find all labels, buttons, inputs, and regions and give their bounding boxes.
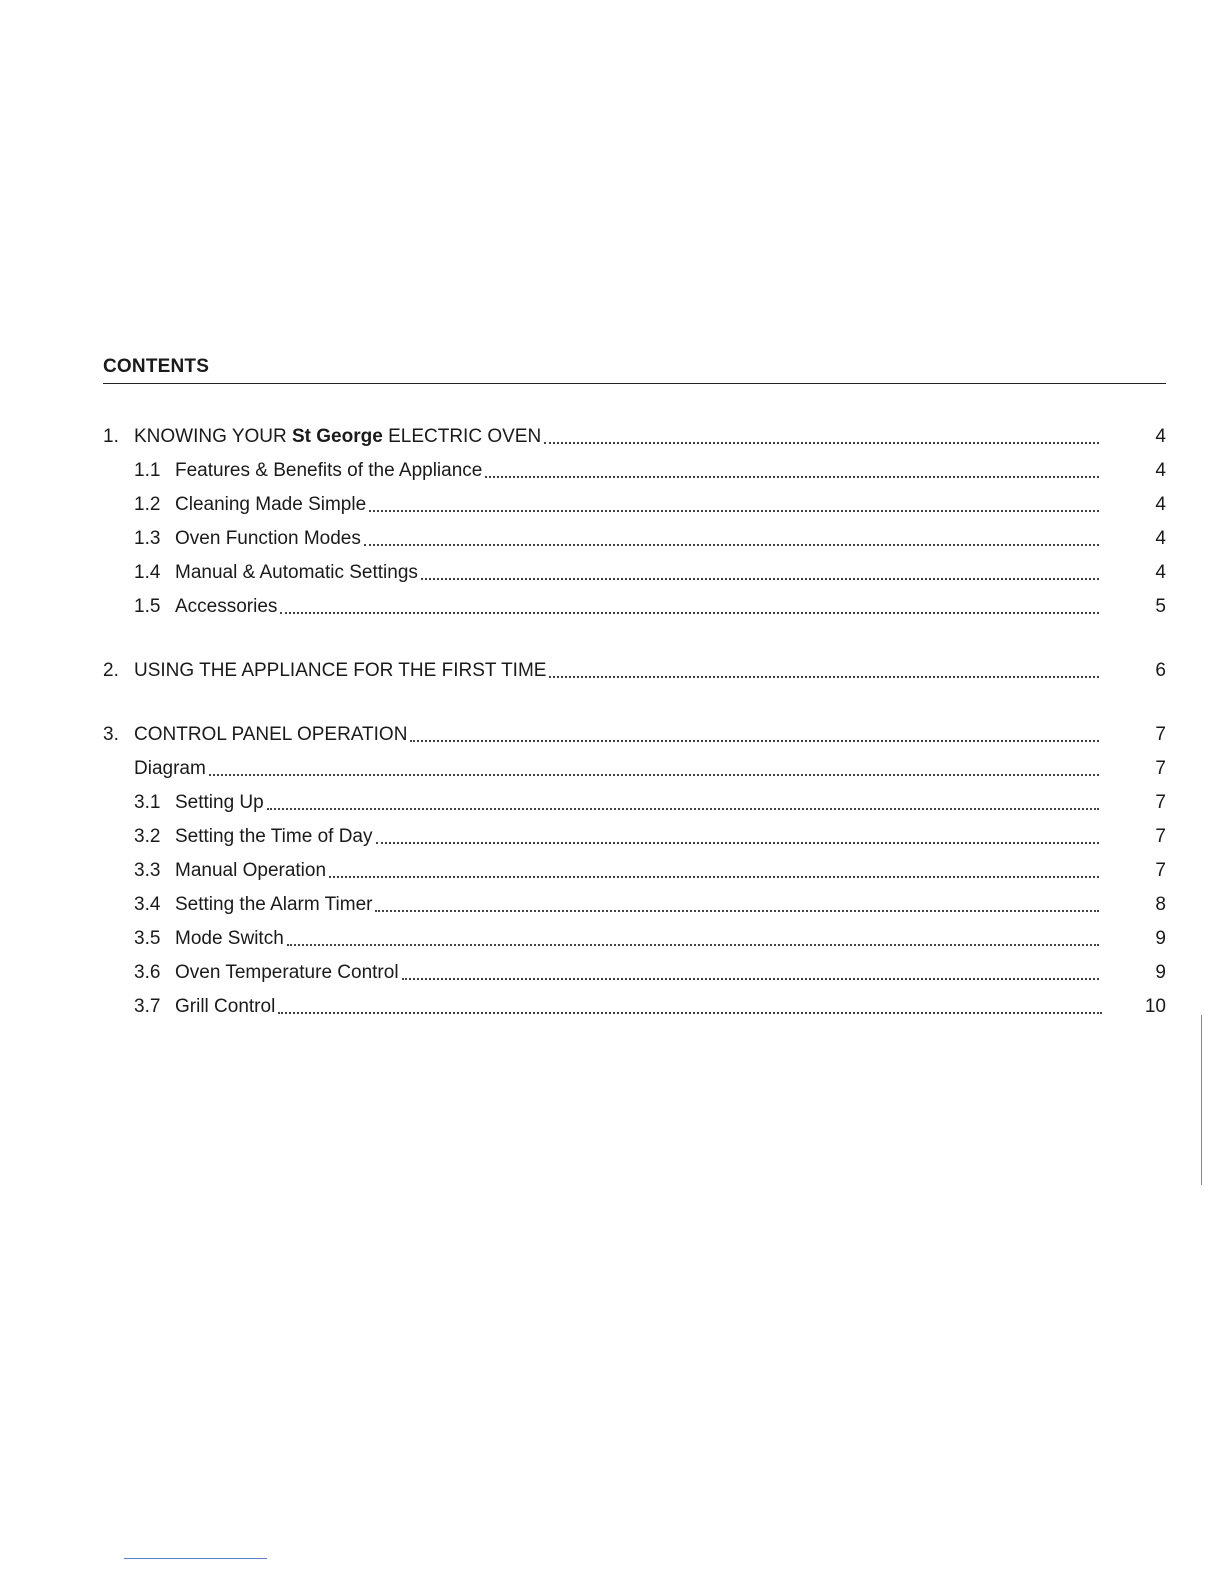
page-number: 4 bbox=[1155, 494, 1166, 515]
toc-entry-3-5[interactable] bbox=[103, 926, 1166, 952]
page-number: 5 bbox=[1155, 596, 1166, 617]
dot-leader bbox=[376, 830, 1100, 844]
entry-number: 1.3 bbox=[134, 528, 161, 549]
entry-title: Manual Operation bbox=[175, 860, 327, 881]
dot-leader bbox=[267, 796, 1099, 810]
page-number: 4 bbox=[1155, 426, 1166, 447]
toc-entry-1-5[interactable] bbox=[103, 594, 1166, 620]
toc-entry-3-6[interactable] bbox=[103, 960, 1166, 986]
page-number: 7 bbox=[1155, 860, 1166, 881]
toc-entry-3-3[interactable] bbox=[103, 858, 1166, 884]
page-number: 6 bbox=[1155, 660, 1166, 681]
entry-title: Mode Switch bbox=[175, 928, 284, 949]
dot-leader bbox=[287, 932, 1099, 946]
page-number: 7 bbox=[1155, 724, 1166, 745]
page-number: 9 bbox=[1155, 962, 1166, 983]
page-number: 7 bbox=[1155, 758, 1166, 779]
entry-number: 1.4 bbox=[134, 562, 161, 583]
entry-number: 3.7 bbox=[134, 996, 161, 1017]
toc-entry-1-3[interactable] bbox=[103, 526, 1166, 552]
entry-title: Setting the Alarm Timer bbox=[175, 894, 373, 915]
entry-title: USING THE APPLIANCE FOR THE FIRST TIME bbox=[134, 660, 547, 681]
entry-title: KNOWING YOUR St George ELECTRIC OVEN bbox=[134, 426, 542, 447]
entry-title: Setting the Time of Day bbox=[175, 826, 373, 847]
toc-entry-3-2[interactable] bbox=[103, 824, 1166, 850]
entry-title: Features & Benefits of the Appliance bbox=[175, 460, 483, 481]
toc-entry-3-7[interactable] bbox=[103, 994, 1166, 1020]
page-number: 7 bbox=[1155, 826, 1166, 847]
entry-title: CONTROL PANEL OPERATION bbox=[134, 724, 408, 745]
heading-rule bbox=[103, 383, 1166, 384]
toc-entry-1-1[interactable] bbox=[103, 458, 1166, 484]
entry-title: Cleaning Made Simple bbox=[175, 494, 367, 515]
dot-leader bbox=[544, 430, 1099, 444]
dot-leader bbox=[329, 864, 1099, 878]
footer-rule bbox=[124, 1558, 267, 1559]
entry-number: 3. bbox=[103, 724, 119, 745]
entry-number: 1.2 bbox=[134, 494, 161, 515]
entry-number: 3.5 bbox=[134, 928, 161, 949]
entry-title: Diagram bbox=[134, 758, 206, 779]
toc-entry-diagram[interactable] bbox=[103, 756, 1166, 782]
page-number: 10 bbox=[1144, 996, 1166, 1017]
entry-title: Setting Up bbox=[175, 792, 264, 813]
toc-entry-2[interactable] bbox=[103, 658, 1166, 684]
dot-leader bbox=[485, 464, 1099, 478]
entry-number: 1.5 bbox=[134, 596, 161, 617]
page-number: 4 bbox=[1155, 562, 1166, 583]
entry-number: 2. bbox=[103, 660, 119, 681]
page-number: 4 bbox=[1155, 528, 1166, 549]
dot-leader bbox=[549, 664, 1099, 678]
brand-name: St George bbox=[292, 426, 383, 447]
dot-leader bbox=[278, 1000, 1102, 1014]
toc-entry-1-4[interactable] bbox=[103, 560, 1166, 586]
toc-entry-1[interactable] bbox=[103, 424, 1166, 450]
entry-number: 1.1 bbox=[134, 460, 161, 481]
entry-number: 3.3 bbox=[134, 860, 161, 881]
dot-leader bbox=[402, 966, 1099, 980]
entry-number: 3.6 bbox=[134, 962, 161, 983]
page-number: 8 bbox=[1155, 894, 1166, 915]
dot-leader bbox=[364, 532, 1099, 546]
scan-margin-mark bbox=[1201, 1015, 1202, 1185]
dot-leader bbox=[369, 498, 1099, 512]
toc-entry-3-4[interactable] bbox=[103, 892, 1166, 918]
entry-title: Oven Temperature Control bbox=[175, 962, 399, 983]
entry-title: Grill Control bbox=[175, 996, 276, 1017]
dot-leader bbox=[209, 762, 1099, 776]
page-number: 4 bbox=[1155, 460, 1166, 481]
toc-entry-1-2[interactable] bbox=[103, 492, 1166, 518]
toc-entry-3-1[interactable] bbox=[103, 790, 1166, 816]
page-number: 9 bbox=[1155, 928, 1166, 949]
toc-entry-3[interactable] bbox=[103, 722, 1166, 748]
entry-number: 3.1 bbox=[134, 792, 161, 813]
page-number: 7 bbox=[1155, 792, 1166, 813]
entry-title: Manual & Automatic Settings bbox=[175, 562, 418, 583]
entry-title: Oven Function Modes bbox=[175, 528, 361, 549]
entry-number: 3.4 bbox=[134, 894, 161, 915]
dot-leader bbox=[375, 898, 1099, 912]
entry-number: 3.2 bbox=[134, 826, 161, 847]
dot-leader bbox=[410, 728, 1099, 742]
entry-title: Accessories bbox=[175, 596, 278, 617]
contents-heading: CONTENTS bbox=[103, 356, 210, 377]
dot-leader bbox=[280, 600, 1099, 614]
dot-leader bbox=[421, 566, 1099, 580]
entry-number: 1. bbox=[103, 426, 119, 447]
